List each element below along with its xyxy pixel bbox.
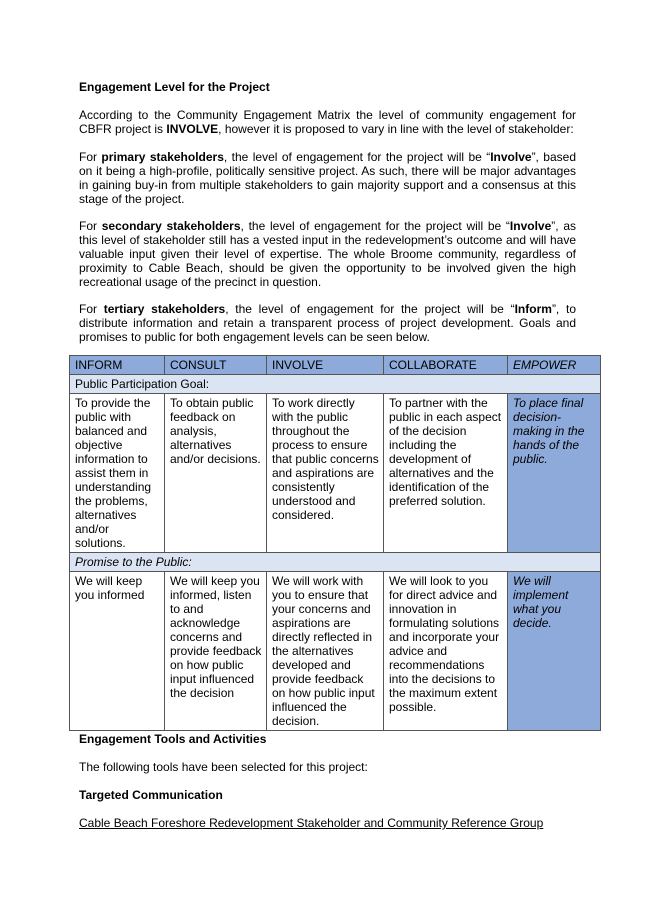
secondary-paragraph [79,219,576,289]
secondary-post: ”, as this level of stakeholder still has a vested input in the redevelopment’s outcome and will have valuable input given their level of expertise. The whole Broome community, regardless of proximity to Cable Beach, should be given the opportunity to be involved given the high recreational usage of the precinct in question. [79,219,576,289]
primary-term: primary stakeholders [101,150,224,164]
tertiary-post: ”, to distribute information and retain a transparent process of project development. Goals and promises to public for both engagement levels can be seen below. [79,302,577,344]
goal-consult: To obtain public feedback on analysis, alternatives and/or decisions. [165,394,267,553]
promise-label: Promise to the Public: [70,553,601,572]
goal-involve: To work directly with the public throughout the process to ensure that public concerns and aspirations are consistently understood and considered. [267,394,384,553]
promise-collaborate: We will look to you for direct advice and innovation in formulating solutions and incorporate your advice and recommendations into the decisions to the maximum extent possible. [384,572,508,731]
primary-mid: , the level of engagement for the project will be “ [223,150,491,164]
secondary-level: Involve [509,219,552,233]
tertiary-level: Inform [514,302,552,316]
promise-involve: We will work with you to ensure that your concerns and aspirations are directly reflected in the alternatives developed and provide feedback on how public input influenced the decision. [267,572,384,731]
tertiary-pre: For [79,302,104,316]
goal-label-row [70,375,601,394]
secondary-mid: , the level of engagement for the project will be “ [240,219,510,233]
primary-post: ”, based on it being a high-profile, politically sensitive project. As such, there will be major advantages in gaining buy-in from multiple stakeholders to gain majority support and a consensus at this stage of the project. [79,150,577,206]
header-inform: INFORM [70,356,165,375]
tools-heading: Engagement Tools and Activities [79,732,267,746]
intro-level: INVOLVE [166,122,219,136]
goal-row [70,394,601,553]
header-collaborate: COLLABORATE [384,356,508,375]
engagement-matrix-table [69,355,601,731]
targeted-communication-heading: Targeted Communication [79,788,223,802]
intro-paragraph [79,108,576,136]
tertiary-term: tertiary stakeholders [103,302,226,316]
goal-collaborate: To partner with the public in each aspect of the decision including the development of alternatives and the identification of the preferred solution. [384,394,508,553]
goal-inform: To provide the public with balanced and objective information to assist them in understanding the problems, alternatives and/or solutions. [70,394,165,553]
header-empower: EMPOWER [508,356,601,375]
secondary-term: secondary stakeholders [101,219,241,233]
matrix-header-row [70,356,601,375]
header-involve: INVOLVE [267,356,384,375]
header-consult: CONSULT [165,356,267,375]
primary-paragraph [79,150,576,206]
tools-text: The following tools have been selected for this project: [79,760,368,774]
promise-consult: We will keep you informed, listen to and acknowledge concerns and provide feedback on how public input influenced the decision [165,572,267,731]
intro-text-1: According to the Community Engagement Matrix the level of community engagement for CBFR project is [79,108,576,136]
section-heading: Engagement Level for the Project [79,80,270,94]
tertiary-paragraph [79,302,576,344]
secondary-pre: For [79,219,102,233]
primary-pre: For [79,150,102,164]
goal-label: Public Participation Goal: [70,375,601,394]
goal-empower: To place final decision-making in the hands of the public. [508,394,601,553]
promise-empower: We will implement what you decide. [508,572,601,731]
intro-text-2: , however it is proposed to vary in line with the level of stakeholder: [218,122,574,136]
promise-label-row [70,553,601,572]
reference-group-link[interactable]: Cable Beach Foreshore Redevelopment Stakeholder and Community Reference Group [79,816,544,830]
primary-level: Involve [490,150,532,164]
promise-row [70,572,601,731]
promise-inform: We will keep you informed [70,572,165,731]
tertiary-mid: , the level of engagement for the project will be “ [225,302,515,316]
